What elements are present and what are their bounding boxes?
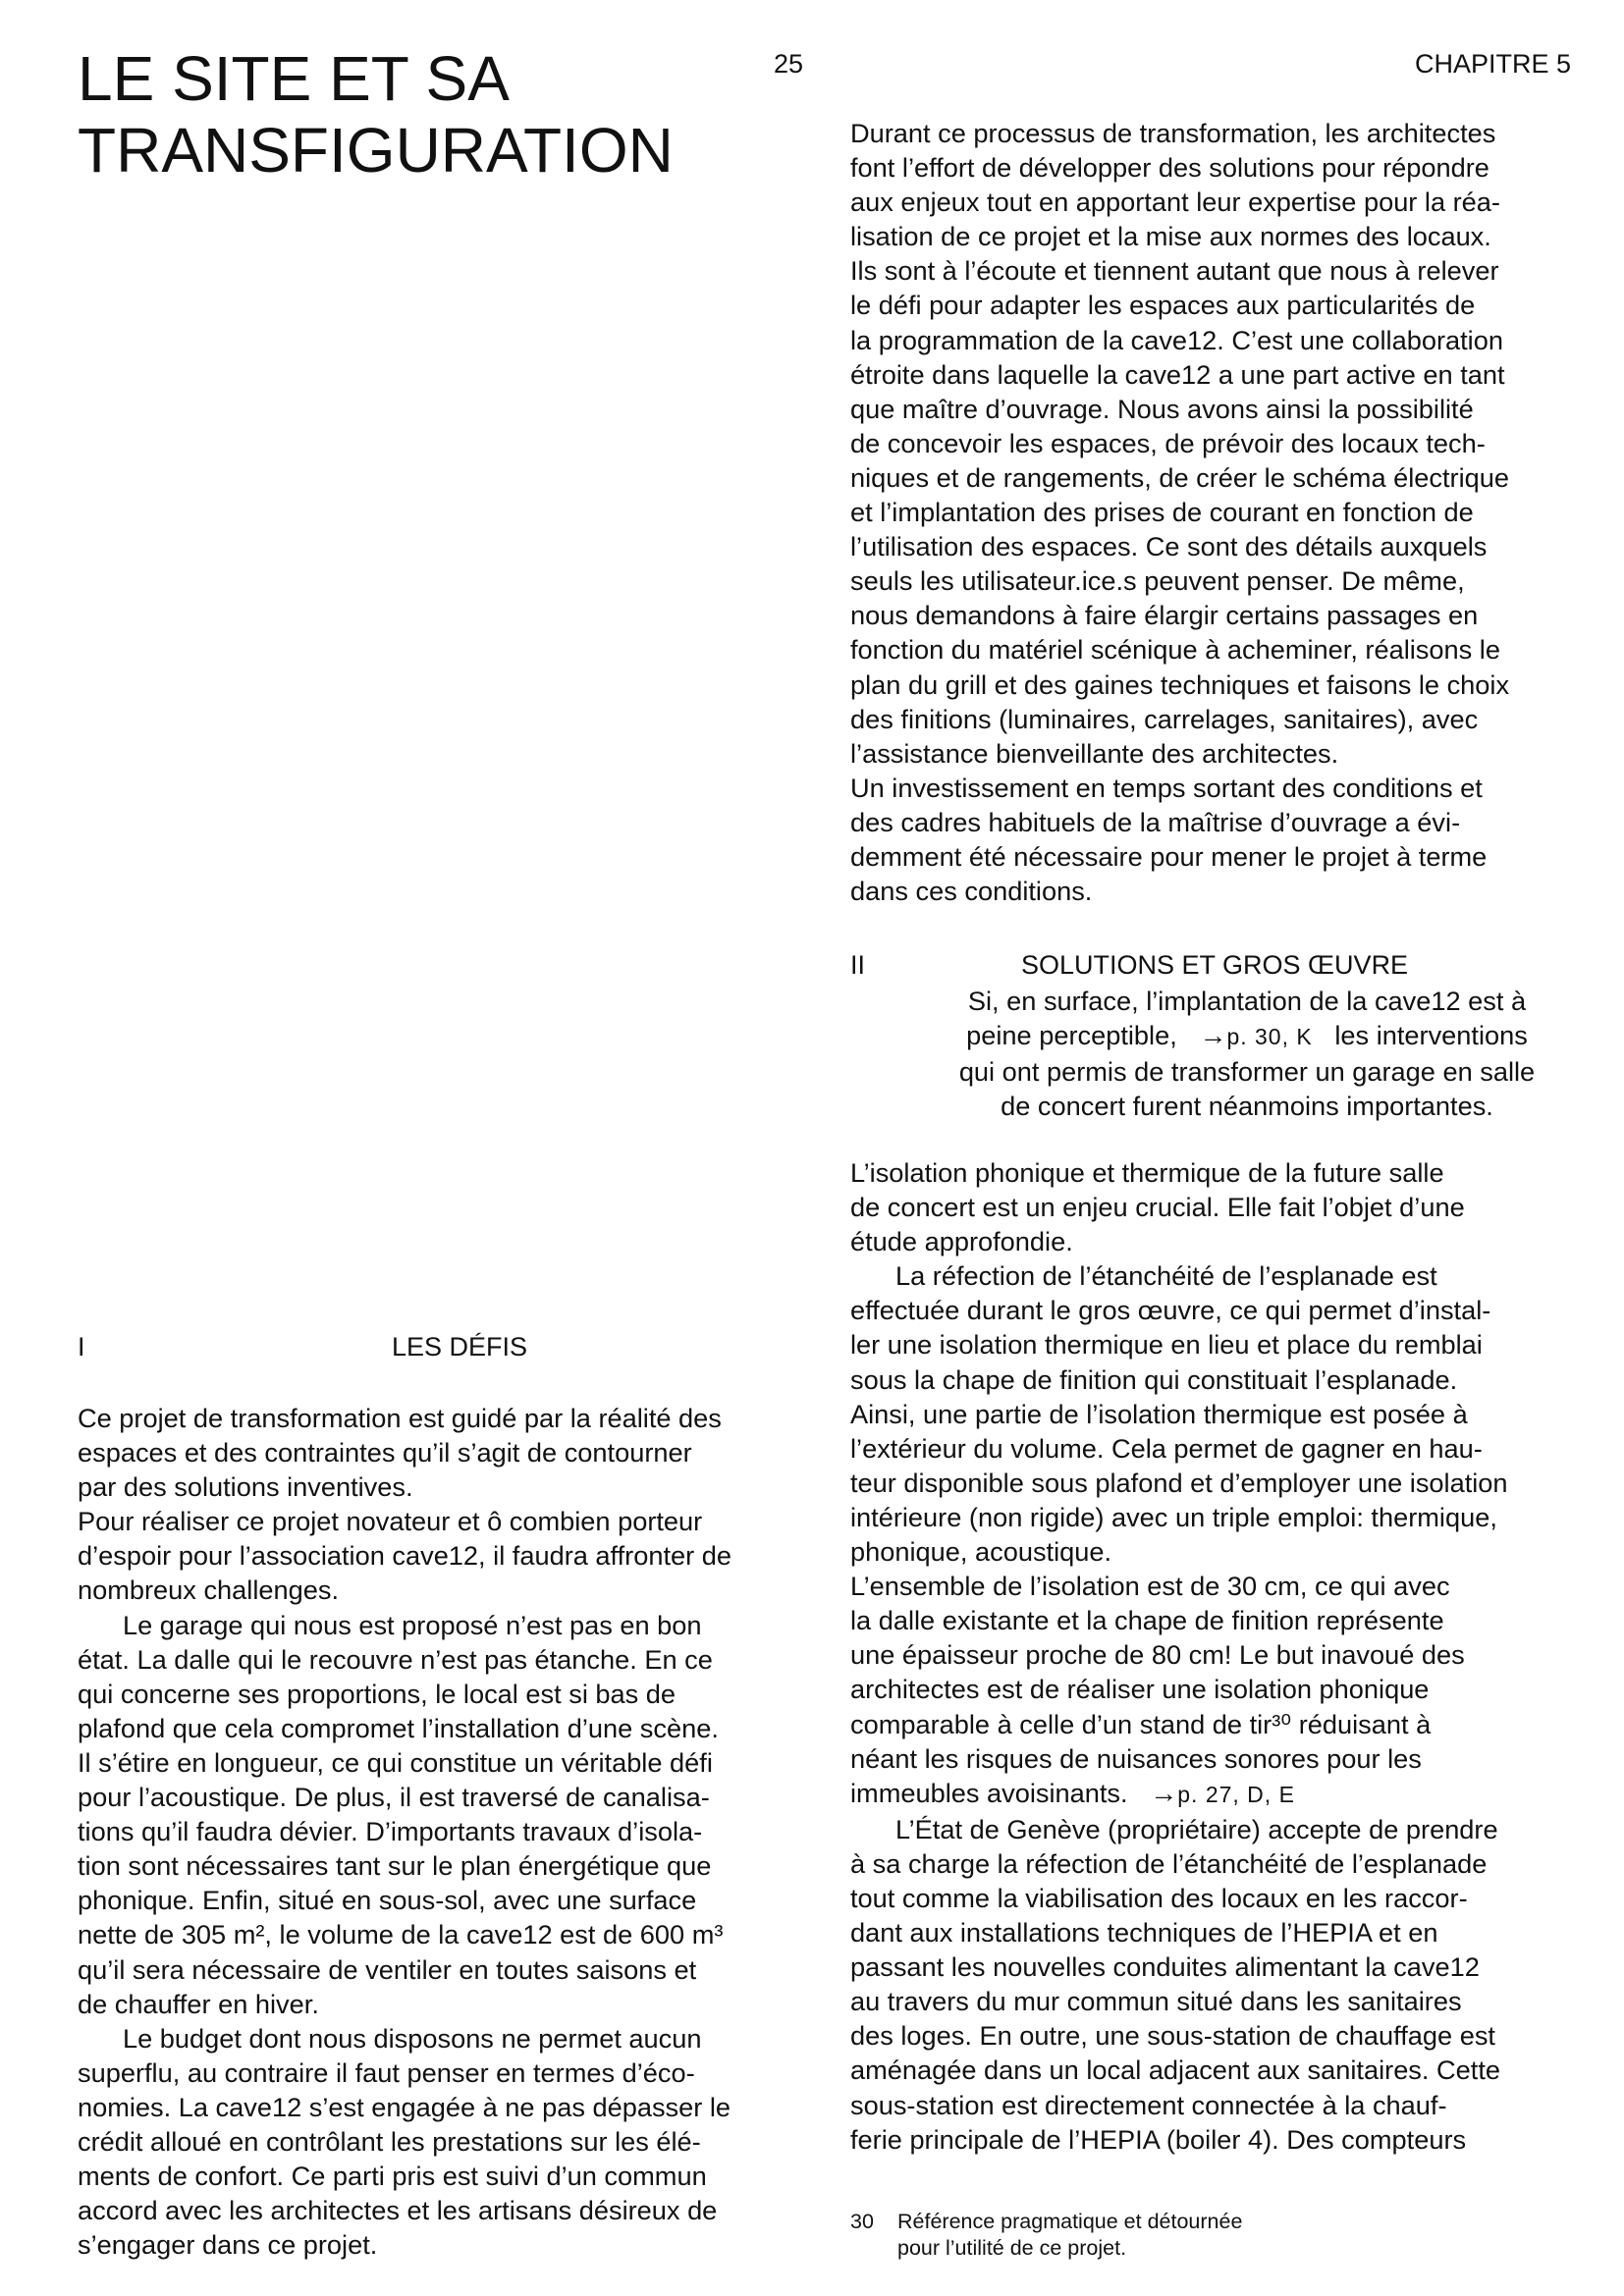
text-line: L’État de Genève (propriétaire) accepte de prendre xyxy=(895,1813,1498,1844)
text-line: intérieure (non rigide) avec un triple emploi: thermique, xyxy=(850,1501,1497,1532)
text-line: qui concerne ses proportions, le local est si bas de xyxy=(78,1678,677,1709)
body-paragraph-3 xyxy=(850,1569,1585,1776)
text-line: sous la chape de finition qui constituait l’esplanade. xyxy=(850,1363,1458,1395)
body-paragraph-4 xyxy=(850,1812,1585,2157)
text-line: de concert est un enjeu crucial. Elle fait l’objet d’une xyxy=(850,1192,1465,1223)
text-line: tions qu’il faudra dévier. D’importants travaux d’isola- xyxy=(78,1816,703,1847)
text-line: aux enjeux tout en apportant leur expertise pour la réa- xyxy=(850,187,1500,218)
page-number: 25 xyxy=(774,49,804,79)
lead-line-3: qui ont permis de transformer un garage en salle xyxy=(958,1056,1536,1088)
text-line: sous-station est directement connectée à la chauf- xyxy=(850,2089,1447,2120)
text-line: aménagée dans un local adjacent aux sanitaires. Cette xyxy=(850,2055,1500,2086)
text-line: Il s’étire en longueur, ce qui constitue un véritable défi xyxy=(78,1746,713,1778)
text-line: nomies. La cave12 s’est engagée à ne pas dépasser le xyxy=(78,2091,731,2122)
text-line: étroite dans laquelle la cave12 a une part active en tant xyxy=(850,358,1505,390)
text-line: Ce projet de transformation est guidé par la réalité des xyxy=(78,1403,722,1433)
right-intro-lines xyxy=(850,116,1585,908)
text-line: de concevoir les espaces, de prévoir des locaux tech- xyxy=(850,427,1486,458)
text-line: seuls les utilisateur.ice.s peuvent penser. De même, xyxy=(850,565,1465,597)
text-line: comparable à celle d’un stand de tir³⁰ réduisant à xyxy=(850,1708,1432,1739)
text-line: qu’il sera nécessaire de ventiler en toutes saisons et xyxy=(78,1953,697,1985)
text-line: passant les nouvelles conduites alimentant la cave12 xyxy=(850,1951,1480,1983)
section-1-title: LES DÉFIS xyxy=(392,1332,528,1362)
text-line: accord avec les architectes et les artisans désireux de xyxy=(78,2195,718,2226)
text-line: phonique. Enfin, situé en sous-sol, avec une surface xyxy=(78,1885,697,1916)
text-line: l’utilisation des espaces. Ce sont des détails auxquels xyxy=(850,531,1488,562)
text-line: espaces et des contraintes qu’il s’agit de contourner xyxy=(78,1437,692,1468)
text-line: plan du grill et des gaines techniques et faisons le choix xyxy=(850,668,1510,700)
text-line: Durant ce processus de transformation, les architectes xyxy=(850,118,1496,148)
body-p3-last-text: immeubles avoisinants. xyxy=(850,1777,1128,1808)
footnote-line-2: pour l’utilité de ce projet. xyxy=(897,2236,1127,2260)
chapter-label: CHAPITRE 5 xyxy=(1414,49,1571,79)
text-line: le défi pour adapter les espaces aux particularités de xyxy=(850,290,1476,321)
left-paragraph-4 xyxy=(78,2021,804,2263)
text-line: au travers du mur commun situé dans les sanitaires xyxy=(850,1986,1462,2017)
lead-line-2 xyxy=(903,1018,1591,1054)
arrow-right-icon: → xyxy=(1199,1020,1227,1051)
left-body xyxy=(78,1401,804,2262)
text-line: ferie principale de l’HEPIA (boiler 4). Des compteurs xyxy=(850,2123,1467,2155)
lead-line-2-b: les interventions xyxy=(1334,1020,1528,1051)
text-line: l’extérieur du volume. Cela permet de gagner en hau- xyxy=(850,1432,1483,1464)
text-line: niques et de rangements, de créer le schéma électrique xyxy=(850,461,1510,493)
section-2-heading xyxy=(850,950,1585,986)
text-line: pour l’acoustique. De plus, il est traversé de canalisa- xyxy=(78,1782,710,1813)
body-paragraph-1 xyxy=(850,1155,1585,1258)
text-line: tout comme la viabilisation des locaux en les raccor- xyxy=(850,1882,1468,1913)
text-line: nette de 305 m², le volume de la cave12 est de 600 m³ xyxy=(78,1919,724,1950)
text-line: crédit alloué en contrôlant les prestations sur les élé- xyxy=(78,2125,701,2157)
text-line: Ainsi, une partie de l’isolation thermique est posée à xyxy=(850,1398,1468,1429)
lead-line-1: Si, en surface, l’implantation de la cave12 est à xyxy=(967,986,1527,1016)
text-line: Un investissement en temps sortant des conditions et xyxy=(850,772,1483,803)
text-line: architectes est de réaliser une isolation phonique xyxy=(850,1674,1430,1705)
text-line: néant les risques de nuisances sonores pour les xyxy=(850,1742,1422,1774)
section-1-number: I xyxy=(78,1332,85,1362)
text-line: Pour réaliser ce projet novateur et ô combien porteur xyxy=(78,1506,703,1537)
body-paragraph-3-last-line xyxy=(850,1776,1585,1812)
text-line: la programmation de la cave12. C’est une collaboration xyxy=(850,324,1503,355)
text-line: plafond que cela compromet l’installation d’une scène. xyxy=(78,1712,719,1743)
left-paragraph-3 xyxy=(78,1608,804,2021)
text-line: la dalle existante et la chape de finition représente xyxy=(850,1605,1444,1636)
text-line: à sa charge la réfection de l’étanchéité de l’esplanade xyxy=(850,1847,1488,1879)
text-line: étude approfondie. xyxy=(850,1226,1073,1257)
text-line: Le garage qui nous est proposé n’est pas en bon xyxy=(123,1609,702,1640)
body-paragraph-2 xyxy=(850,1258,1585,1569)
right-intro-paragraph xyxy=(850,116,1585,908)
text-line: nous demandons à faire élargir certains passages en xyxy=(850,600,1479,631)
text-line: par des solutions inventives. xyxy=(78,1471,413,1503)
text-line: d’espoir pour l’association cave12, il faudra affronter de xyxy=(78,1540,731,1572)
text-line: La réfection de l’étanchéité de l’esplanade est xyxy=(895,1260,1437,1292)
text-line: état. La dalle qui le recouvre n’est pas étanche. En ce xyxy=(78,1643,713,1675)
text-line: Ils sont à l’écoute et tiennent autant que nous à relever xyxy=(850,255,1499,287)
lead-line-2-a: peine perceptible, xyxy=(966,1020,1177,1051)
text-line: ments de confort. Ce parti pris est suivi d’un commun xyxy=(78,2161,707,2192)
title-line-2: TRANSFIGURATION xyxy=(78,115,674,186)
text-line: des finitions (luminaires, carrelages, sanitaires), avec xyxy=(850,703,1479,734)
section-2-number: II xyxy=(850,950,866,980)
cross-reference-link[interactable]: p. 30, K xyxy=(1226,1024,1313,1050)
text-line: de chauffer en hiver. xyxy=(78,1988,319,2019)
lead-line-4: de concert furent néanmoins importantes. xyxy=(1001,1091,1493,1122)
text-line: L’isolation phonique et thermique de la future salle xyxy=(850,1157,1444,1188)
text-line: Le budget dont nous disposons ne permet aucun xyxy=(123,2022,702,2054)
text-line: nombreux challenges. xyxy=(78,1575,339,1606)
text-line: dans ces conditions. xyxy=(850,876,1093,907)
text-line: teur disponible sous plafond et d’employer une isolation xyxy=(850,1467,1508,1498)
text-line: demment été nécessaire pour mener le projet à terme xyxy=(850,840,1488,872)
footnote-number: 30 xyxy=(850,2210,874,2233)
text-line: L’ensemble de l’isolation est de 30 cm, ce qui avec xyxy=(850,1571,1450,1602)
section-2-title: SOLUTIONS ET GROS ŒUVRE xyxy=(1021,950,1409,980)
arrow-right-icon: → xyxy=(1150,1777,1178,1808)
text-line: phonique, acoustique. xyxy=(850,1536,1112,1568)
text-line: lisation de ce projet et la mise aux normes des locaux. xyxy=(850,221,1491,252)
text-line: dant aux installations techniques de l’HEPIA et en xyxy=(850,1917,1438,1949)
text-line: et l’implantation des prises de courant en fonction de xyxy=(850,497,1474,528)
section-2-lead xyxy=(903,984,1591,1123)
left-paragraph-2 xyxy=(78,1504,804,1607)
text-line: fonction du matériel scénique à acheminer, réalisons le xyxy=(850,634,1500,666)
text-line: une épaisseur proche de 80 cm! Le but inavoué des xyxy=(850,1639,1465,1671)
text-line: tion sont nécessaires tant sur le plan énergétique que xyxy=(78,1850,712,1882)
cross-reference-link[interactable]: p. 27, D, E xyxy=(1177,1781,1295,1807)
footnote-line-1: Référence pragmatique et détournée xyxy=(897,2210,1243,2233)
text-line: effectuée durant le gros œuvre, ce qui permet d’instal- xyxy=(850,1295,1491,1326)
text-line: s’engager dans ce projet. xyxy=(78,2229,378,2261)
text-line: ler une isolation thermique en lieu et place du remblai xyxy=(850,1329,1483,1361)
text-line: superflu, au contraire il faut penser en termes d’éco- xyxy=(78,2056,695,2088)
page-title xyxy=(78,43,765,187)
section-1-heading xyxy=(78,1332,804,1367)
text-line: des loges. En outre, une sous-station de chauffage est xyxy=(850,2020,1495,2052)
text-line: que maître d’ouvrage. Nous avons ainsi la possibilité xyxy=(850,393,1474,424)
title-line-1: LE SITE ET SA xyxy=(78,43,510,114)
right-body xyxy=(850,1155,1585,2157)
text-line: des cadres habituels de la maîtrise d’ouvrage a évi- xyxy=(850,806,1461,837)
text-line: l’assistance bienveillante des architectes. xyxy=(850,737,1339,769)
left-paragraph-1 xyxy=(78,1401,804,1504)
footnote xyxy=(850,2209,1538,2262)
text-line: font l’effort de développer des solutions pour répondre xyxy=(850,152,1489,184)
